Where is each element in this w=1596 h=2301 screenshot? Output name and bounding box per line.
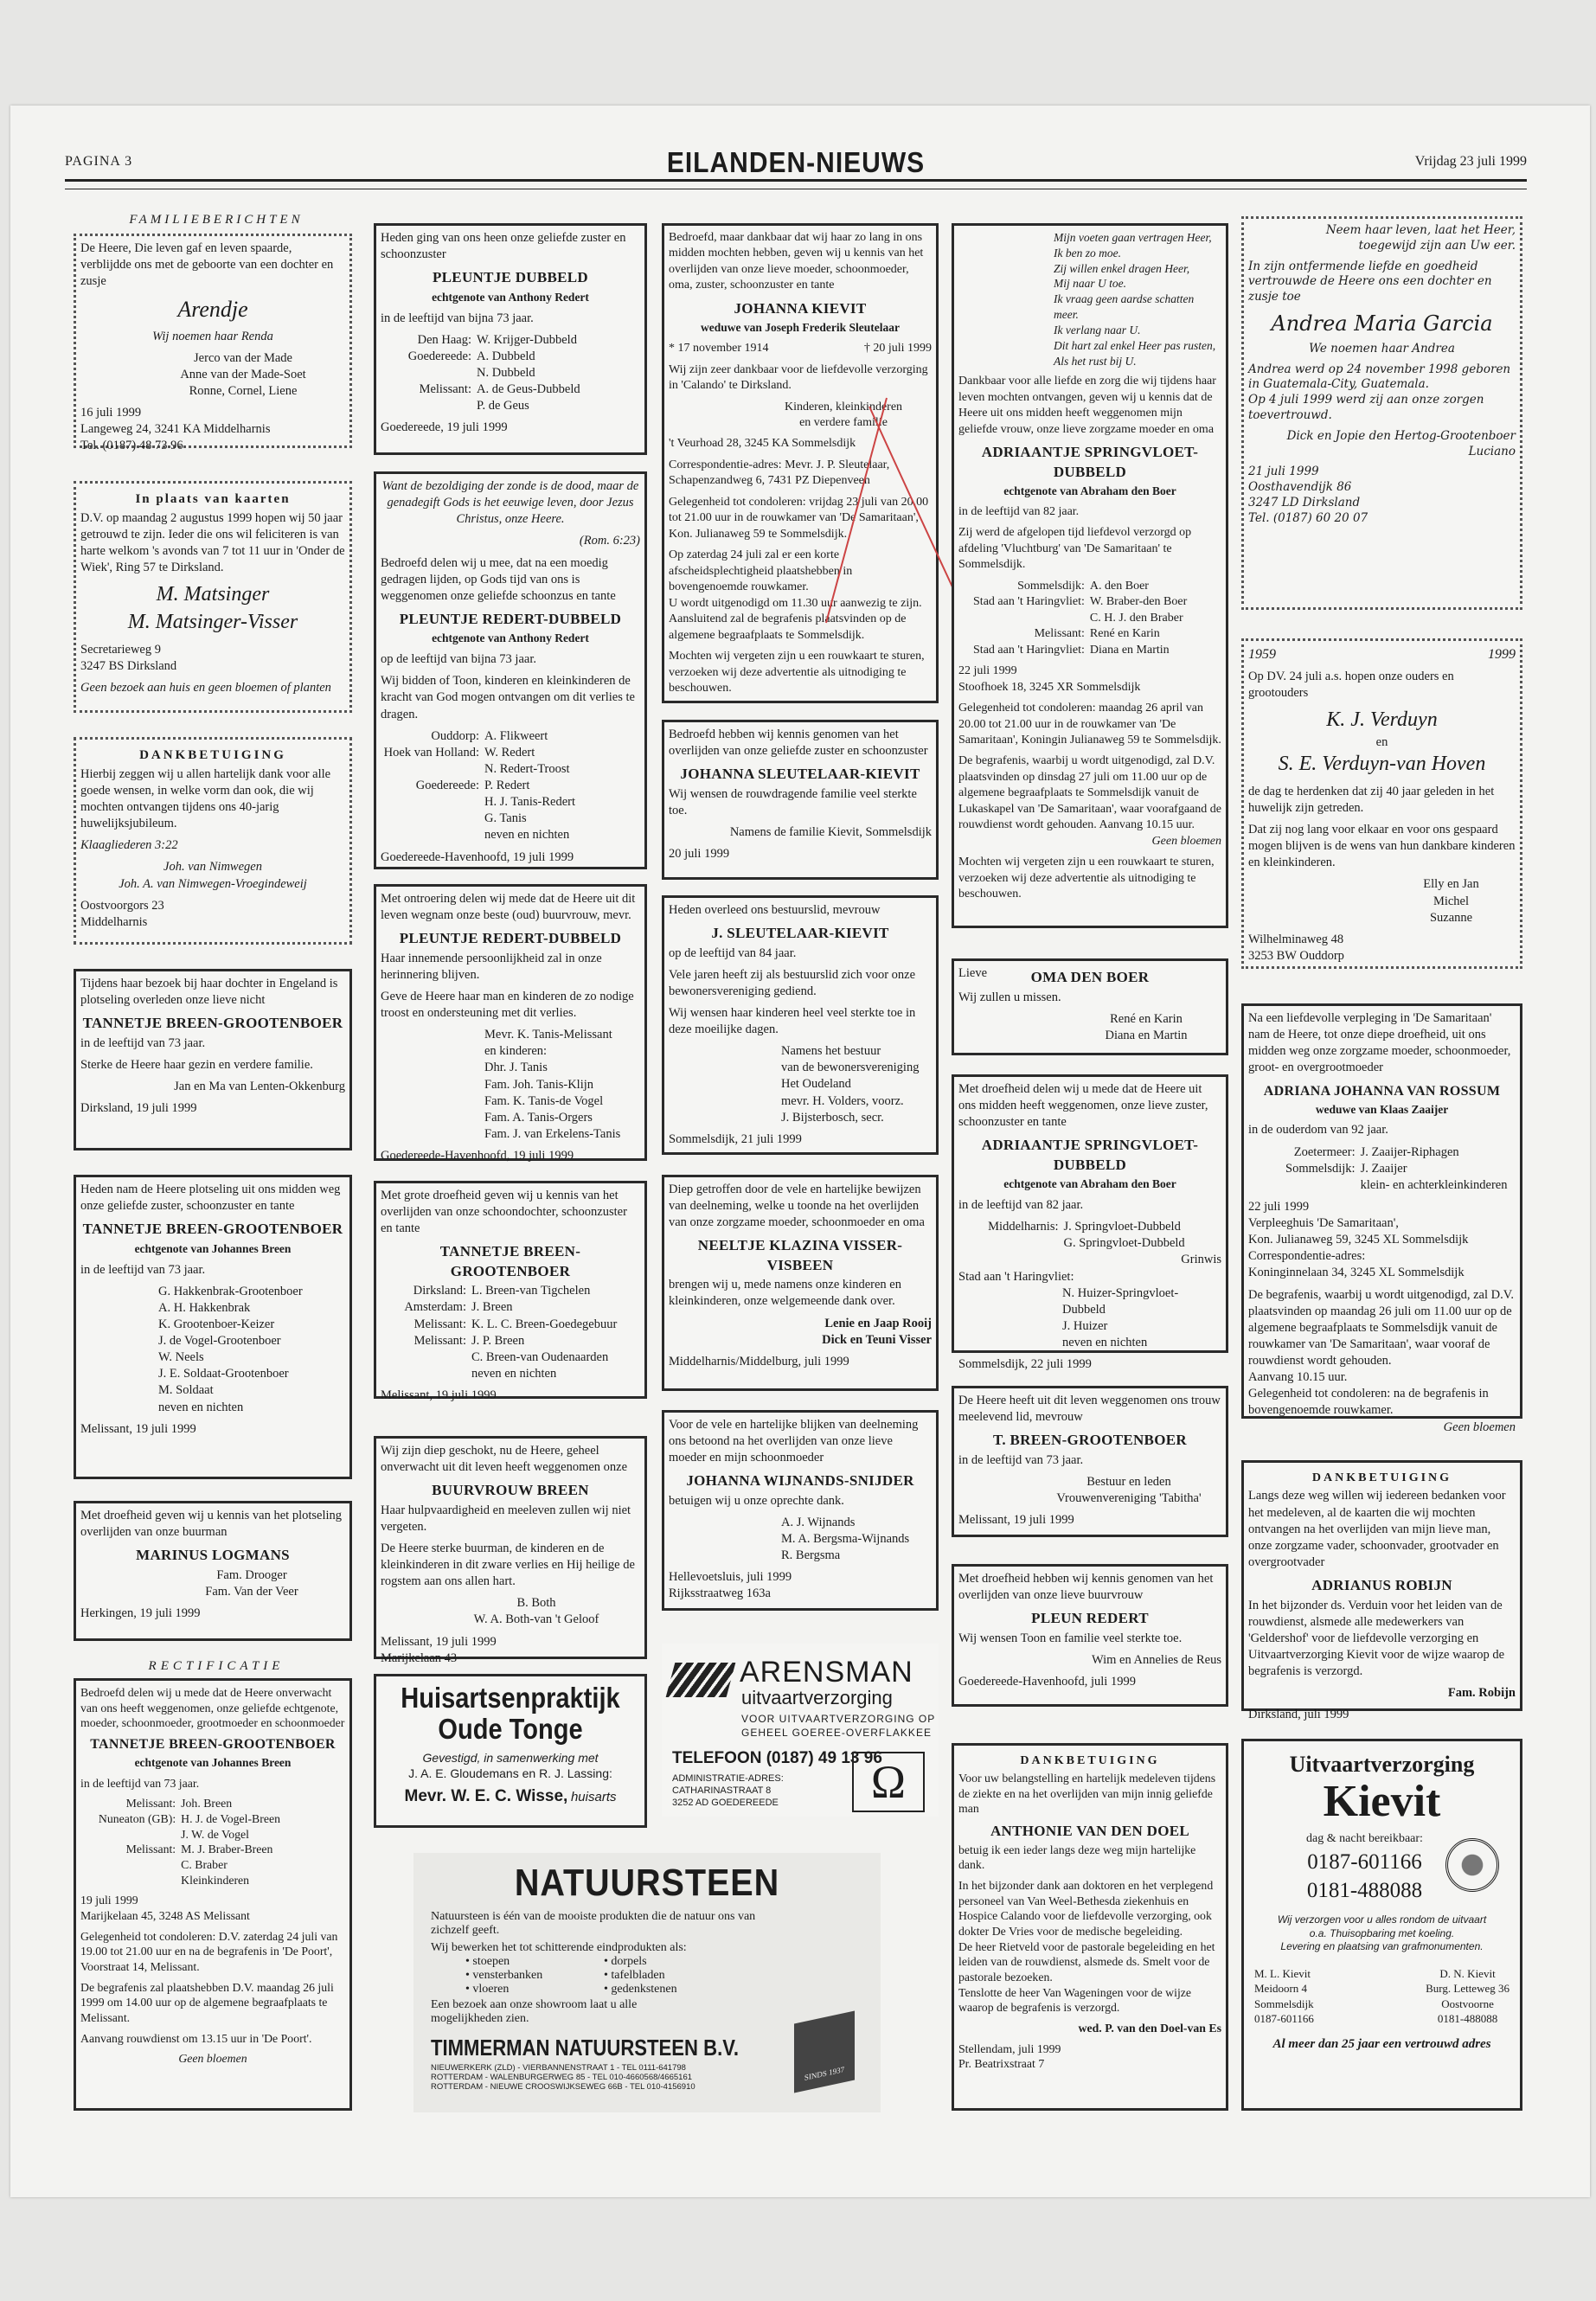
signature: Fam. Robijn [1447,1686,1516,1701]
text-2: Dat zij nog lang voor elkaar en voor ons gespaard mogen blijven is de wens van hun dankbare kinderen en kleinkinderen. [1248,823,1516,870]
text-1: Haar hulpvaardigheid en meeleven zullen wij niet vergeten. [381,1503,631,1534]
age: op de leeftijd van bijna 73 jaar. [381,652,536,667]
ad-footer: Al meer dan 25 jaar een vertrouwd adres [1272,2036,1491,2051]
text-1: betuig ik een ieder langs deze weg mijn hartelijke dank. [958,1843,1196,1872]
ad-arensman [662,1644,939,1817]
condolence: Gelegenheid tot condoleren: na de begrafenis in bovengenoemde rouwkamer. [1248,1387,1489,1418]
arensman-logo-icon [666,1663,736,1697]
age: in de leeftijd van 73 jaar. [80,1035,206,1050]
intro: Met ontroering delen wij mede dat de Heere uit dit leven wegnam onze beste (oud) buurvrouw, mevr. [381,892,636,923]
list-item: • stoepen [465,1955,510,1968]
name-1: M. Matsinger [156,583,270,606]
phone-1: 0187-601166 [1307,1849,1422,1874]
date: Goedereede-Havenhoofd, 19 juli 1999 [381,849,574,864]
funeral: De begrafenis, waarbij u wordt uitgenodigd, zal D.V. plaatsvinden op maandag 26 juli om 11.00 uur op de algemene begraafplaats te Sommelsdijk vanuit de rouwkamer van 'De Samaritaan', waar vooraf de rouwdienst wordt gehouden. [1248,1287,1514,1368]
text: Sterke de Heere haar gezin en verdere familie. [80,1057,313,1072]
intro: Tijdens haar bezoek bij haar dochter in Engeland is plotseling overleden onze lieve nicht [80,977,338,1008]
list-item: • tafelbladen [604,1969,665,1982]
family-row: Sommelsdijk: J. Zaaijer klein- en achterkleinkinderen [1285,1161,1508,1192]
reference: Klaagliederen 3:22 [80,838,178,853]
date: Stellendam, juli 1999 Pr. Beatrixstraat 7 [958,2041,1061,2071]
family: B. Both W. A. Both-van 't Geloof [473,1596,599,1627]
notice-pleuntje-redert [374,471,647,869]
intro: Wij zijn diep geschokt, nu de Heere, geheel onverwacht uit dit leven heeft weggenomen onze [381,1444,628,1475]
phone: Tel. (0187) 48 73 96 [80,439,183,453]
date: Melissant, 19 juli 1999 [381,1388,497,1402]
deceased-name: MARINUS LOGMANS [136,1547,290,1564]
family-row: Melissant: J. P. Breen C. Breen-van Oudenaarden neven en nichten [413,1333,609,1381]
date: Goedereede-Havenhoofd, 19 juli 1999 [381,1149,574,1163]
family-row: Melissant: M. J. Braber-Breen C. Braber Kleinkinderen [125,1843,273,1887]
intro: Met grote droefheid geven wij u kennis van het overlijden van onze schoondochter, schoonzuster en tante [381,1189,627,1236]
ad-brand: Kievit [1323,1777,1441,1827]
funeral: De begrafenis zal plaatshebben D.V. maandag 26 juli 1999 om 14.00 uur op de algemene begraafplaats te Melissant. [80,1980,334,2024]
birth-text: Andrea werd op 24 november 1998 geboren in Guatemala-City, Guatemala. [1248,362,1511,392]
signature: René en Karin Diana en Martin [1105,1011,1188,1042]
list-item: • vensterbanken [465,1969,543,1982]
deceased-name: NEELTJE KLAZINA VISSER-VISBEEN [697,1237,903,1273]
condolence: Gelegenheid tot condoleren: vrijdag 23 juli van 20.00 tot 21.00 uur in de rouwkamer van 'De Samaritaan', Kon. Julianaweg 59 te Sommelsdijk. [669,495,929,541]
omega-icon: Ω [852,1752,925,1812]
signature: Wim en Annelies de Reus [1091,1652,1221,1667]
family-row-names: N. Huizer-Springvloet-Dubbeld J. Huizer neven en nichten [1062,1285,1179,1350]
verse: Want de bezoldiging der zonde is de dood, maar de genadegift Gods is het eeuwige leven, door Jezus Christus, onze Heere. [381,479,639,527]
rectification-tannetje [74,1678,352,2111]
ad-address-label: ADMINISTRATIE-ADRES: [672,1773,784,1784]
note: Mochten wij vergeten zijn u een rouwkaart te sturen, verzoeken wij deze advertentie als uitnodiging te beschouwen. [669,650,925,695]
address-1: NIEUWERKERK (ZLD) - VIERBANNENSTRAAT 1 - TEL 0111-641798 [431,2063,686,2073]
ad-huisartsenpraktijk [374,1674,647,1828]
spouse: echtgenote van Anthony Redert [432,290,589,304]
deceased-name: PLEUNTJE REDERT-DUBBELD [399,930,622,947]
issue-date: Vrijdag 23 juli 1999 [1414,154,1527,169]
born: * 17 november 1914 [669,342,769,356]
age: in de leeftijd van 73 jaar. [80,1262,206,1277]
address: Stoofhoek 18, 3245 XR Sommelsdijk [958,680,1141,694]
condolence: Gelegenheid tot condoleren: maandag 26 april van 20.00 tot 21.00 uur in de rouwkamer van 'De Samaritaan', Koningin Julianaweg 59 te Sommelsdijk. [958,702,1221,747]
intro: Dankbaar voor alle liefde en zorg die wij tijdens haar leven mochten ontvangen, geven wij u kennis dat de Heere uit ons midden heeft weggenomen mijn geliefde vrouw, onze lieve zorgzame moeder en oma [958,375,1216,436]
deceased-name: PLEUNTJE REDERT-DUBBELD [399,610,622,627]
address: Secretarieweg 9 3247 BS Dirksland [80,642,177,673]
address: Wilhelminaweg 48 3253 BW Ouddorp [1248,932,1344,963]
rectification-title: RECTIFICATIE [148,1659,285,1673]
intro: Voor de vele en hartelijke blijken van deelneming ons betoond na het overlijden van onze lieve moeder en mijn schoonmoeder [669,1418,919,1465]
family-row: Den Haag: W. Krijger-Dubbeld [417,332,577,347]
date: 19 juli 1999 [80,1894,138,1907]
page-header [65,149,1527,178]
family-row: Ouddorp: A. Flikweert [431,728,548,743]
spouse: weduwe van Klaas Zaaijer [1315,1102,1449,1116]
intro: Op DV. 24 juli a.s. hopen onze ouders en grootouders [1248,670,1454,701]
invitation: U wordt uitgenodigd om 11.30 uur aanwezig te zijn. [669,596,922,610]
correspondence: Correspondentie-adres: Koninginnelaan 34, 3245 XL Sommelsdijk [1248,1249,1465,1280]
correspondence: Correspondentie-adres: Mevr. J. P. Sleutelaar, Schapenzandweg 6, 7431 PZ Diepenveen [669,458,890,488]
no-flowers: Geen bloemen [1443,1420,1516,1434]
deceased-name: PLEUNTJE DUBBELD [432,269,589,286]
ad-intro: Natuursteen is één van de mooiste produkten die de natuur ons van zichzelf geeft. [431,1910,756,1937]
deceased-name: TANNETJE BREEN-GROOTENBOER [439,1243,581,1279]
date: Dirksland, 19 juli 1999 [80,1101,197,1116]
text: Wij wensen Toon en familie veel sterkte toe. [958,1631,1183,1645]
notice-adriaantje-1 [952,223,1228,928]
age: in de leeftijd van 82 jaar. [958,1198,1084,1213]
address: Langeweg 24, 3241 KA Middelharnis [80,422,271,437]
notice-adriaantje-2 [952,1074,1228,1372]
notice-pleuntje-dubbeld [374,223,647,455]
section-title: FAMILIEBERICHTEN [129,213,304,227]
note: Geen bezoek aan huis en geen bloemen of planten [80,680,331,695]
header-rule [65,179,1527,189]
company-name: TIMMERMAN NATUURSTEEN B.V. [431,2035,740,2061]
date: Hellevoetsluis, juli 1999 Rijksstraatweg 163a [669,1570,792,1601]
funeral: Op zaterdag 24 juli zal er een korte afscheidsplechtigheid plaatshebben in bovengenoemde rouwkamer. [669,548,853,594]
address: Marijkelaan 45, 3248 AS Melissant [80,1908,250,1922]
deceased-name: JOHANNA SLEUTELAAR-KIEVIT [680,766,920,783]
notice-buurvrouw-breen [374,1436,647,1665]
name-2: S. E. Verduyn-van Hoven [1278,753,1486,776]
contact-2: D. N. Kievit Burg. Letteweg 36 Oostvoorne 0181-488088 [1426,1967,1509,2025]
text-2: De Heere sterke buurman, de kinderen en de kleinkinderen in dit zware verlies en Hij heilige de rogstem aan ons allen hart. [381,1541,635,1589]
family-row: Stad aan 't Haringvliet: W. Braber-den Boer C. H. J. den Braber [973,595,1188,625]
names: Joh. van Nimwegen Joh. A. van Nimwegen-Vroegindeweij [119,860,307,891]
family: Fam. Drooger Fam. Van der Veer [205,1567,298,1599]
address: Oostvoorgors 23 Middelharnis [80,898,164,929]
notice-sleutelaar-kievit [662,720,939,880]
date: Dirksland, juli 1999 [1248,1708,1349,1722]
notice-pleuntje-buurvrouw [374,884,647,1161]
funeral: De begrafenis, waarbij u wordt uitgenodigd, zal D.V. plaatsvinden op dinsdag 27 juli om 11.00 uur op de algemene begraafplaats te Sommelsdijk vanuit de Lukaskapel van 'De Samaritaan', waar voorafgaand de rouwdienst wordt gehouden. Aanvang 10.15 uur. [958,754,1221,832]
address: Verpleeghuis 'De Samaritaan', Kon. Julianaweg 59, 3245 XL Sommelsdijk [1248,1216,1469,1247]
spouse: echtgenote van Abraham den Boer [1003,484,1176,498]
body: Hierbij zeggen wij u allen hartelijk dank voor alle goede wensen, in welke vorm dan ook, die wij mochten ontvangen tijdens ons 40-jarig huwelijksjubileum. [80,766,331,831]
signature: wed. P. van den Doel-van Es [1078,2021,1221,2035]
intro: Met droefheid delen wij u mede dat de Heere uit ons midden heeft weggenomen, onze lieve zuster, schoonzuster en tante [958,1082,1208,1130]
contact-1: M. L. Kievit Meidoorn 4 Sommelsdijk 0187-601166 [1254,1967,1314,2025]
no-flowers: Geen bloemen [1151,834,1221,848]
list-item: • gedenkstenen [604,1983,677,1996]
phone-2: 0181-488088 [1306,1878,1423,1902]
spouse: echtgenote van Anthony Redert [432,631,589,645]
signature: Namens het bestuur van de bewonersvereniging Het Oudeland [781,1044,920,1092]
call-name: Wij noemen haar Renda [152,329,273,343]
deceased-name: TANNETJE BREEN-GROOTENBOER [82,1015,343,1032]
family: G. Hakkenbrak-Grootenboer A. H. Hakkenbrak K. Grootenboer-Keizer J. de Vogel-Grootenboer W. Neels J. E. Soldaat-Grootenboer M. Soldaat neven en nichten [158,1284,303,1414]
birth-arendje [74,234,352,453]
deceased-name: ADRIAANTJE SPRINGVLOET-DUBBELD [981,444,1199,480]
date: 16 juli 1999 [80,406,142,420]
title: In plaats van kaarten [135,492,291,506]
product-list [465,1955,863,1997]
children: Elly en Jan Michel Suzanne [1423,877,1479,925]
age: in de leeftijd van bijna 73 jaar. [381,311,534,325]
date: 22 juli 1999 [958,664,1017,678]
date: Sommelsdijk, 21 juli 1999 [669,1131,802,1146]
date: Melissant, 19 juli 1999 Marijkelaan 43 [381,1634,497,1665]
notice-pleun-redert [952,1564,1228,1707]
date: Melissant, 19 juli 1999 [80,1421,196,1436]
text: brengen wij u, mede namens onze kinderen en kleinkinderen, onze welgemeende dank over. [669,1278,901,1309]
notice-marinus [74,1501,352,1641]
verse-ref: (Rom. 6:23) [579,534,640,548]
notice-johanna-kievit [662,223,939,703]
age: in de leeftijd van 73 jaar. [80,1776,200,1790]
text: In het bijzonder ds. Verduin voor het leiden van de rouwdienst, alsmede alle medewerkers van 'Geldershof' voor de liefdevolle verzorging en Uitvaartverzorging Kievit voor de wijze waarop de begrafenis is verzorgd. [1248,1598,1505,1679]
body: D.V. op maandag 2 augustus 1999 hopen wij 50 jaar getrouwd te zijn. Ieder die ons wil feliciteren is van harte welkom 's avonds van 7 tot 11 uur in 'Onder de Wiek', Ring 57 te Dirksland. [80,510,345,575]
intro: Met droefheid geven wij u kennis van het plotseling overlijden van onze buurman [80,1509,343,1540]
text-1: Haar innemende persoonlijkheid zal in onze herinnering blijven. [381,951,602,982]
parents: Dick en Jopie den Hertog-Grootenboer Luciano [1286,428,1516,458]
date: Melissant, 19 juli 1999 [958,1513,1074,1528]
text: Zij werd de afgelopen tijd liefdevol verzorgd op afdeling 'Vluchtburg' van 'De Samaritaan' te Sommelsdijk. [958,526,1192,572]
title: DANKBETUIGING [139,748,286,762]
thanks-wijnands [662,1410,939,1611]
date: Goedereede-Havenhoofd, juli 1999 [958,1674,1136,1689]
notice-bewonersvereniging [662,895,939,1155]
deceased-name: ADRIANUS ROBIJN [1311,1577,1452,1594]
intro: Bedroefd delen wij u mee, dat na een moedig gedragen lijden, op Gods tijd van ons is weggenomen onze geliefde schoonzus en tante [381,555,616,603]
year-end: 1999 [1488,647,1516,662]
deceased-name: OMA DEN BOER [1030,969,1150,986]
ad-role: huisarts [570,1789,617,1804]
deceased-name: BUURVROUW BREEN [432,1482,589,1499]
signature: Lenie en Jaap Rooij Dick en Teuni Visser [822,1316,932,1347]
intro: Heden nam de Heere plotseling uit ons midden weg onze geliefde zuster, schoonzuster en tante [80,1183,341,1214]
date: Goedereede, 19 juli 1999 [381,420,508,435]
text-1: de dag te herdenken dat zij 40 jaar geleden in het huwelijk zijn getreden. [1248,784,1495,815]
ad-title: ARENSMAN [740,1656,913,1689]
signature: Bestuur en leden Vrouwenvereniging 'Tabitha' [1056,1474,1202,1505]
address: Oosthavendijk 86 3247 LD Dirksland Tel. (0187) 60 20 07 [1248,480,1368,525]
family-row: Grinwis [1181,1253,1221,1267]
service-1: Wij verzorgen voor u alles rondom de uitvaart [1277,1913,1487,1926]
and: en [1375,735,1388,750]
ad-showroom: Een bezoek aan onze showroom laat u alle mogelijkheden zien. [431,1998,638,2025]
stone-block-icon: SINDS 1937 [794,2011,855,2093]
ad-subtitle: Oude Tonge [438,1712,583,1745]
text-1: Vele jaren heeft zij als bestuurslid zich voor onze bewonersvereniging gediend. [669,967,916,998]
spouse: weduwe van Joseph Frederik Sleutelaar [701,321,900,335]
intro: In zijn ontfermende liefde en goedheid vertrouwde de Heere ons een dochter en zusje toe [1248,259,1492,304]
note: Geen bloemen [178,2052,247,2066]
intro: Diep getroffen door de vele en hartelijke bewijzen van deelneming, welke u toonde na het overlijden van onze zorgzame moeder, schoonmoeder en oma [669,1183,925,1230]
list-item: • dorpels [604,1955,647,1968]
notice-adriana [1241,1003,1522,1434]
intro: Bedroefd, maar dankbaar dat wij haar zo lang in ons midden mochten hebben, geven wij u kennis van het overlijden van onze lieve moeder, schoonmoeder, oma, zuster, schoonzuster en tante [669,231,924,292]
spouse: echtgenote van Johannes Breen [134,1756,292,1770]
date: 21 juli 1999 [1248,465,1319,479]
year-start: 1959 [1248,647,1276,662]
family: Mevr. K. Tanis-Melissant en kinderen: Dhr. J. Tanis Fam. Joh. Tanis-Klijn Fam. K. Tanis-de Vogel Fam. A. Tanis-Orgers Fam. J. van Erkelens-Tanis [484,1028,621,1141]
ad-kievit [1241,1739,1522,2111]
deceased-name: TANNETJE BREEN-GROOTENBOER [90,1736,336,1752]
family: Kinderen, kleinkinderen en verdere familie [784,400,903,429]
text: Wij zijn zeer dankbaar voor de liefdevolle verzorging in 'Calando' te Dirksland. [669,362,928,393]
deceased-name: ADRIAANTJE SPRINGVLOET-DUBBELD [981,1137,1199,1173]
deceased-name: ANTHONIE VAN DEN DOEL [990,1822,1190,1839]
deceased-name: JOHANNA WIJNANDS-SNIJDER [686,1472,914,1490]
title: DANKBETUIGING [1020,1754,1160,1767]
intro: Bedroefd hebben wij kennis genomen van het overlijden van onze geliefde zuster en schoonzuster [669,727,928,759]
family-row: Melissant: Joh. Breen [125,1797,233,1811]
text-2: Geve de Heere haar man en kinderen de zo nodige troost en ondersteuning met dit verlies. [381,989,634,1021]
ad-line-2: GEHEEL GOEREE-OVERFLAKKEE [741,1727,932,1739]
condolence: Gelegenheid tot condoleren: D.V. zaterdag 24 juli van 19.00 tot 21.00 uur en na de begrafenis in 'De Poort', Voorstraat 14, Melissant. [80,1929,338,1973]
text: betuigen wij u onze oprechte dank. [669,1493,844,1508]
family-row: Melissant: K. L. C. Breen-Goedegebuur [413,1317,618,1331]
text: Wij bidden of Toon, kinderen en kleinkinderen de kracht van God mogen ontvangen om dit verlies te dragen. [381,674,635,721]
text-2: In het bijzonder dank aan doktoren en het verplegend personeel van Van Weel-Bethesda ziekenhuis en Hospice Calando voor de liefdevolle verzorging, ook dokter De Vries voor de medische begeleiding. [958,1878,1214,1938]
address-3: ROTTERDAM - NIEUWE CROOSWIJKSEWEG 66B - TEL 010-4156910 [431,2082,695,2092]
text: Wij zullen u missen. [958,990,1061,1004]
text: Wij wensen de rouwdragende familie veel sterkte toe. [669,786,917,817]
age: in de ouderdom van 92 jaar. [1248,1123,1388,1138]
thanks-neeltje [662,1175,939,1391]
family-row: Nuneaton (GB): H. J. de Vogel-Breen J. W. de Vogel [98,1812,280,1841]
deceased-name: J. SLEUTELAAR-KIEVIT [711,925,889,942]
name-2: M. Matsinger-Visser [127,610,298,633]
burial: Aansluitend zal de begrafenis plaatsvinden op de algemene begraafplaats te Sommelsdijk. [669,612,907,642]
intro: Langs deze weg willen wij iedereen bedanken voor het medeleven, al de kaarten die wij mochten ontvangen na het overlijden van mijn lieve man, onze zorgzame vader, schoonvader, grootvader en overgrootvader [1248,1489,1506,1569]
note: Mochten wij vergeten zijn u een rouwkaart te sturen, verzoeken wij deze advertentie als uitnodiging te beschouwen. [958,856,1215,901]
age: in de leeftijd van 73 jaar. [958,1452,1084,1467]
ad-phone: TELEFOON (0187) 49 13 96 [672,1749,882,1767]
parents: Jerco van der Made Anne van der Made-Soet Ronne, Cornel, Liene [180,350,306,399]
family-row: Stad aan 't Haringvliet: Diana en Martin [973,643,1170,657]
family: A. J. Wijnands M. A. Bergsma-Wijnands R. Bergsma [781,1515,910,1563]
date: Middelharnis/Middelburg, juli 1999 [669,1354,849,1368]
label: Lieve [958,966,988,980]
service-start: Aanvang rouwdienst om 13.15 uur in 'De Poort'. [80,2031,312,2045]
died: † 20 juli 1999 [863,342,932,356]
intro: De Heere heeft uit dit leven weggenomen ons trouw meelevend lid, mevrouw [958,1394,1221,1425]
service-2: o.a. Thuisopbaring met koeling. [1309,1926,1455,1939]
page-number: PAGINA 3 [65,154,133,169]
ad-title: Huisartsenpraktijk [401,1682,620,1714]
date: Herkingen, 19 juli 1999 [80,1606,201,1620]
title: DANKBETUIGING [1311,1471,1452,1484]
anniversary-verduyn [1241,638,1522,969]
address: 't Veurhoad 28, 3245 KA Sommelsdijk [669,437,856,451]
thanks-robijn [1241,1460,1522,1722]
family-row: Dirksland: L. Breen-van Tigchelen [413,1284,591,1298]
notice-tannetje-3 [374,1181,647,1402]
child-name: Arendje [177,297,248,323]
date: 20 juli 1999 [669,847,730,862]
masthead: EILANDEN-NIEUWS [666,147,926,179]
thanks-nimwegen [74,737,352,945]
intro: Voor uw belangstelling en hartelijk medeleven tijdens de ziekte en na het overlijden van mijn innig geliefde man [958,1771,1216,1816]
notice-tannetje-2 [74,1175,352,1479]
intro: Bedroefd delen wij u mede dat de Heere onverwacht van ons heeft weggenomen, onze geliefde echtgenote, moeder, schoonmoeder, grootmoeder en schoonmoeder [80,1686,345,1730]
family-row: Melissant: René en Karin [1034,627,1160,641]
signature: Namens de familie Kievit, Sommelsdijk [729,824,932,839]
family-row: Goedereede: P. Redert H. J. Tanis-Redert G. Tanis neven en nichten [415,779,576,843]
date: 22 juli 1999 [1248,1199,1310,1214]
spouse: echtgenote van Johannes Breen [134,1241,292,1255]
deceased-name: T. BREEN-GROOTENBOER [993,1432,1187,1449]
call-name: We noemen haar Andrea [1309,341,1455,356]
verse: Neem haar leven, laat het Heer, toegewijd zijn aan Uw eer. [1325,223,1516,253]
deceased-name: PLEUN REDERT [1031,1610,1149,1627]
family-row: Goedereede: A. Dubbeld N. Dubbeld [407,349,535,380]
service-3: Levering en plaatsing van grafmonumenten. [1280,1940,1484,1953]
deceased-name: ADRIANA JOHANNA VAN ROSSUM [1263,1083,1501,1099]
signature: Jan en Ma van Lenten-Okkenburg [174,1079,345,1093]
deceased-name: JOHANNA KIEVIT [734,299,867,317]
age: in de leeftijd van 82 jaar. [958,504,1080,518]
family-row: Sommelsdijk: A. den Boer [1017,579,1149,593]
date: Sommelsdijk, 22 juli 1999 [958,1357,1092,1372]
ad-title: Uitvaartverzorging [1289,1752,1475,1777]
thanks-van-den-doel [952,1743,1228,2111]
verse: Mijn voeten gaan vertragen Heer, Ik ben zo moe. Zij willen enkel dragen Heer, Mij naar U toe. Ik vraag geen aardse schatten meer. Ik verlang naar U. Dit hart zal enkel Heer pas rusten, Als het rust bij U. [1054,231,1216,368]
signatories: mevr. H. Volders, voorz. J. Bijsterbosch, secr. [781,1093,904,1125]
ad-natuursteen [413,1853,881,2112]
home-text: Op 4 juli 1999 werd zij aan onze zorgen toevertrouwd. [1248,393,1484,422]
adoption-andrea [1241,216,1522,610]
notice-t-breen [952,1386,1228,1537]
family-row: Melissant: A. de Geus-Dubbeld P. de Geus [419,382,580,413]
family-row: Hoek van Holland: W. Redert N. Redert-Troost [383,745,570,776]
service-start: Aanvang 10.15 uur. [1248,1370,1348,1385]
family-row: Amsterdam: J. Breen [404,1300,513,1315]
text-2: Wij wensen haar kinderen heel veel sterkte toe in deze moeilijke dagen. [669,1005,916,1037]
ad-line-2: J. A. E. Gloudemans en R. J. Lassing: [408,1766,612,1781]
text-3: De heer Rietveld voor de pastorale begeleiding en het leiden van de rouwdienst, alsmede ds. Smelt voor de pastorale bezoeken. [958,1939,1215,1984]
spouse: echtgenote van Abraham den Boer [1003,1177,1176,1191]
child-name: Andrea Maria Garcia [1271,311,1493,336]
intro: Met droefheid hebben wij kennis genomen van het overlijden van onze lieve buurvrouw [958,1572,1214,1603]
family-row: Zoetermeer: J. Zaaijer-Riphagen [1293,1144,1459,1159]
deceased-name: TANNETJE BREEN-GROOTENBOER [82,1221,343,1238]
ad-address-street: CATHARINASTRAAT 8 [672,1785,772,1796]
emblem-icon [1445,1838,1499,1892]
name-1: K. J. Verduyn [1326,708,1438,732]
ad-line-1: VOOR UITVAARTVERZORGING OP [741,1713,936,1725]
notice-tannetje-1 [74,969,352,1150]
ad-subtitle: uitvaartverzorging [741,1687,893,1708]
family-row: Middelharnis: J. Springvloet-Dubbeld G. Springvloet-Dubbeld [988,1220,1185,1251]
list-item: • vloeren [465,1983,510,1996]
address-2: ROTTERDAM - WALENBURGERWEG 85 - TEL 010-4660568/4665161 [431,2073,693,2082]
ad-title: NATUURSTEEN [514,1862,780,1904]
ad-line-1: Gevestigd, in samenwerking met [422,1750,599,1765]
intro: Na een liefdevolle verpleging in 'De Samaritaan' nam de Heere, tot onze diepe droefheid, uit ons midden weg onze zorgzame moeder, schoonmoeder, groot- en overgrootmoeder [1248,1011,1511,1075]
anniversary-matsinger [74,481,352,713]
intro: Heden ging van ons heen onze geliefde zuster en schoonzuster [381,231,626,262]
announcement-intro: De Heere, Die leven gaf en leven spaarde, verblijdde ons met de geboorte van een dochter en zusje [80,241,334,289]
family-row: Stad aan 't Haringvliet: [958,1269,1074,1284]
ad-address-city: 3252 AD GOEDEREEDE [672,1798,779,1808]
ad-doctor: Mevr. W. E. C. Wisse, [404,1786,568,1805]
ad-lead: Wij bewerken het tot schitterende eindprodukten als: [431,1941,687,1954]
age: op de leeftijd van 84 jaar. [669,945,797,960]
notice-oma-den-boer [952,958,1228,1055]
ad-availability: dag & nacht bereikbaar: [1306,1832,1423,1846]
text-4: Tenslotte de heer Van Wageningen voor de wijze waarop de begrafenis is verzorgd. [958,1985,1192,2015]
intro: Heden overleed ons bestuurslid, mevrouw [669,903,881,917]
